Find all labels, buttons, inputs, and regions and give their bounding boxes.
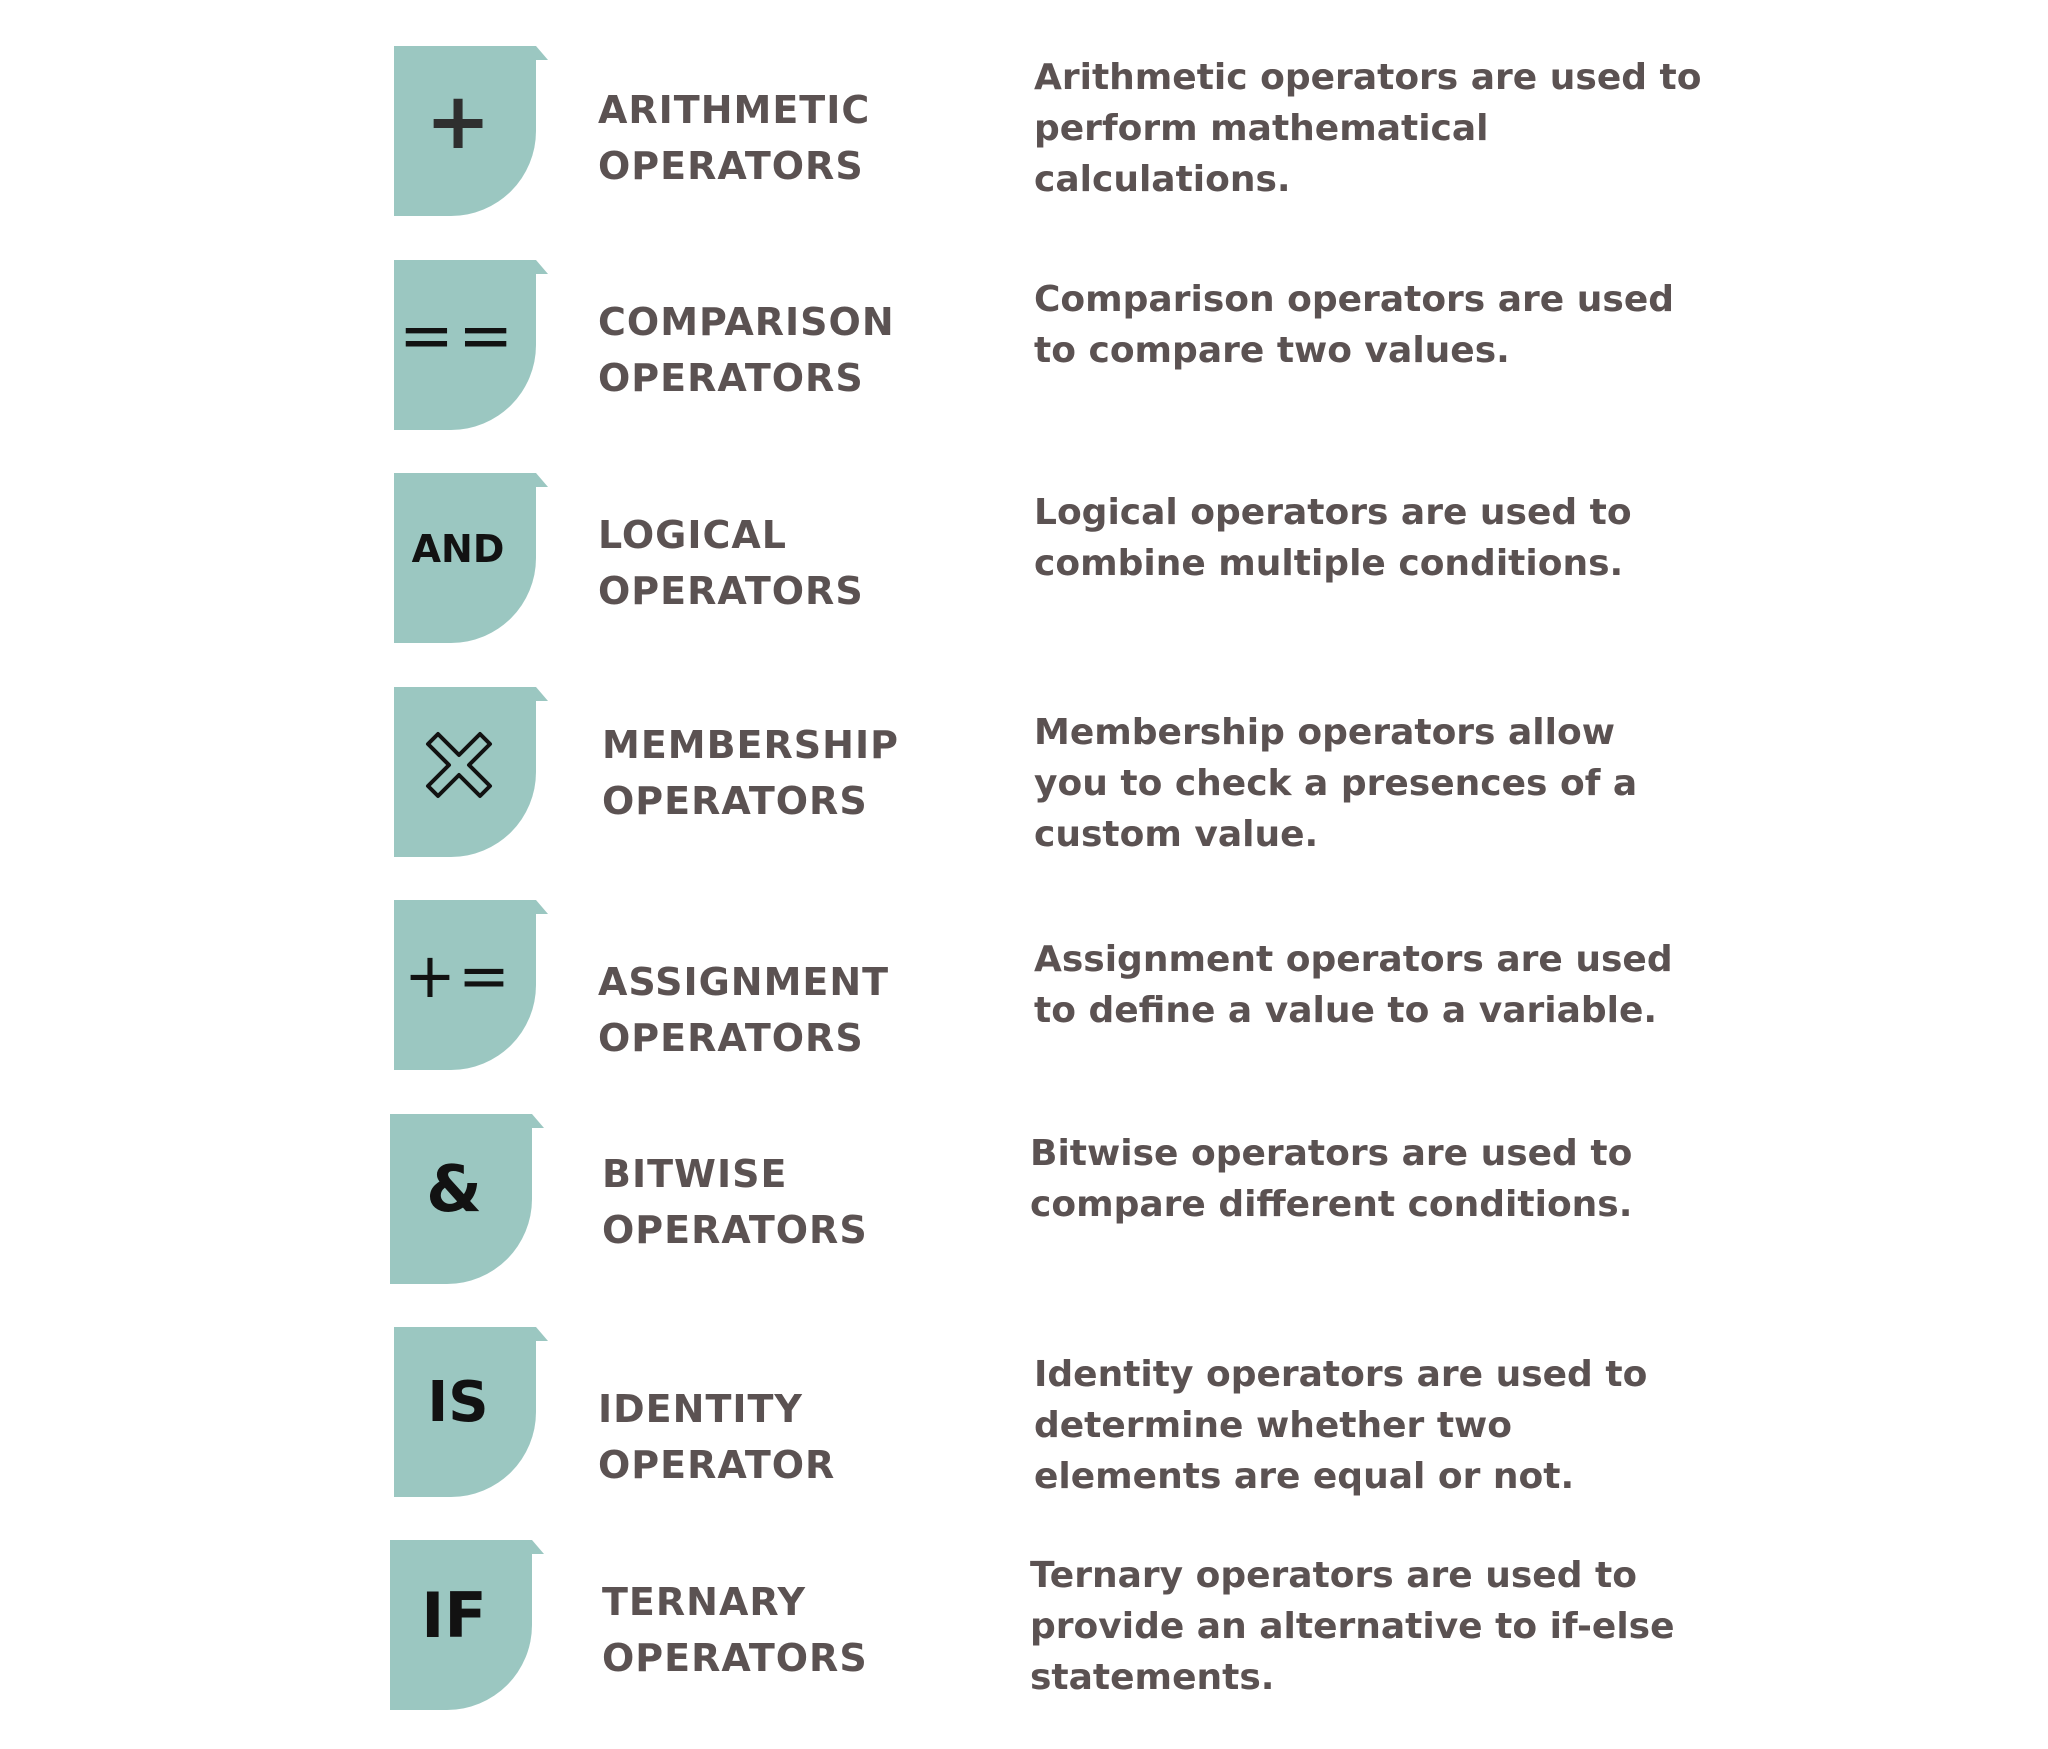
operator-row-logical <box>0 473 2048 643</box>
operator-row-identity <box>0 1327 2048 1497</box>
operator-title-line1: ASSIGNMENT <box>598 960 890 1004</box>
operator-row-comparison <box>0 260 2048 430</box>
operator-title-line2: OPERATORS <box>598 1016 864 1060</box>
folded-corner <box>536 687 548 701</box>
operator-title <box>602 1146 868 1258</box>
operator-title <box>598 294 895 406</box>
operator-title-line1: COMPARISON <box>598 300 895 344</box>
folded-corner <box>536 473 548 487</box>
operator-title-line2: OPERATORS <box>602 779 868 823</box>
operator-description: Identity operators are used to determine whether two elements are equal or not. <box>1034 1354 1648 1497</box>
operator-description: Arithmetic operators are used to perform mathematical calculations. <box>1034 57 1702 200</box>
folded-corner <box>536 46 548 60</box>
icon-box <box>394 1327 536 1497</box>
operator-title-line1: TERNARY <box>602 1580 807 1624</box>
operator-row-assignment <box>0 900 2048 1070</box>
operator-title-line2: OPERATORS <box>598 569 864 613</box>
operator-title <box>598 1381 835 1493</box>
operator-description: Bitwise operators are used to compare different conditions. <box>1030 1133 1633 1225</box>
operator-title-line1: IDENTITY <box>598 1387 803 1431</box>
operator-title-line2: OPERATORS <box>602 1636 868 1680</box>
cross-outline-icon <box>420 726 498 804</box>
operator-description: Membership operators allow you to check a presences of a custom value. <box>1034 712 1638 855</box>
operator-title <box>598 507 864 619</box>
if-icon: IF <box>421 1579 487 1652</box>
icon-box <box>390 1114 532 1284</box>
operator-title-line2: OPERATORS <box>598 144 864 188</box>
plus-equals-icon: += <box>404 939 512 1012</box>
folded-corner <box>536 260 548 274</box>
operator-title <box>602 717 899 829</box>
icon-box <box>390 1540 532 1710</box>
and-icon: AND <box>411 527 505 571</box>
operator-description: Ternary operators are used to provide an alternative to if-else statements. <box>1030 1555 1675 1698</box>
operator-title-line2: OPERATOR <box>598 1443 836 1487</box>
operator-title-line1: BITWISE <box>602 1152 788 1196</box>
icon-box <box>394 260 536 430</box>
icon-box <box>394 46 536 216</box>
folded-corner <box>536 1327 548 1341</box>
operator-row-membership <box>0 687 2048 857</box>
is-icon: IS <box>427 1370 489 1435</box>
operator-description: Assignment operators are used to define a value to a variable. <box>1034 939 1673 1031</box>
operator-title-line2: OPERATORS <box>602 1208 868 1252</box>
operator-title <box>602 1574 868 1686</box>
operator-title <box>598 954 889 1066</box>
icon-box <box>394 687 536 857</box>
operator-row-bitwise <box>0 1114 2048 1284</box>
operator-title-line1: MEMBERSHIP <box>602 723 899 767</box>
folded-corner <box>532 1540 544 1554</box>
operator-description: Comparison operators are used to compare two values. <box>1034 279 1675 371</box>
operator-title-line1: ARITHMETIC <box>598 88 871 132</box>
icon-box <box>394 473 536 643</box>
operator-row-ternary <box>0 1540 2048 1710</box>
operator-description: Logical operators are used to combine multiple conditions. <box>1034 492 1632 584</box>
folded-corner <box>536 900 548 914</box>
operator-title-line1: LOGICAL <box>598 513 788 557</box>
double-equals-icon: == <box>398 297 518 374</box>
plus-icon: + <box>425 77 491 167</box>
folded-corner <box>532 1114 544 1128</box>
operator-row-arithmetic <box>0 46 2048 216</box>
icon-box <box>394 900 536 1070</box>
operator-title <box>598 82 870 194</box>
ampersand-icon: & <box>426 1153 482 1227</box>
operator-title-line2: OPERATORS <box>598 356 864 400</box>
